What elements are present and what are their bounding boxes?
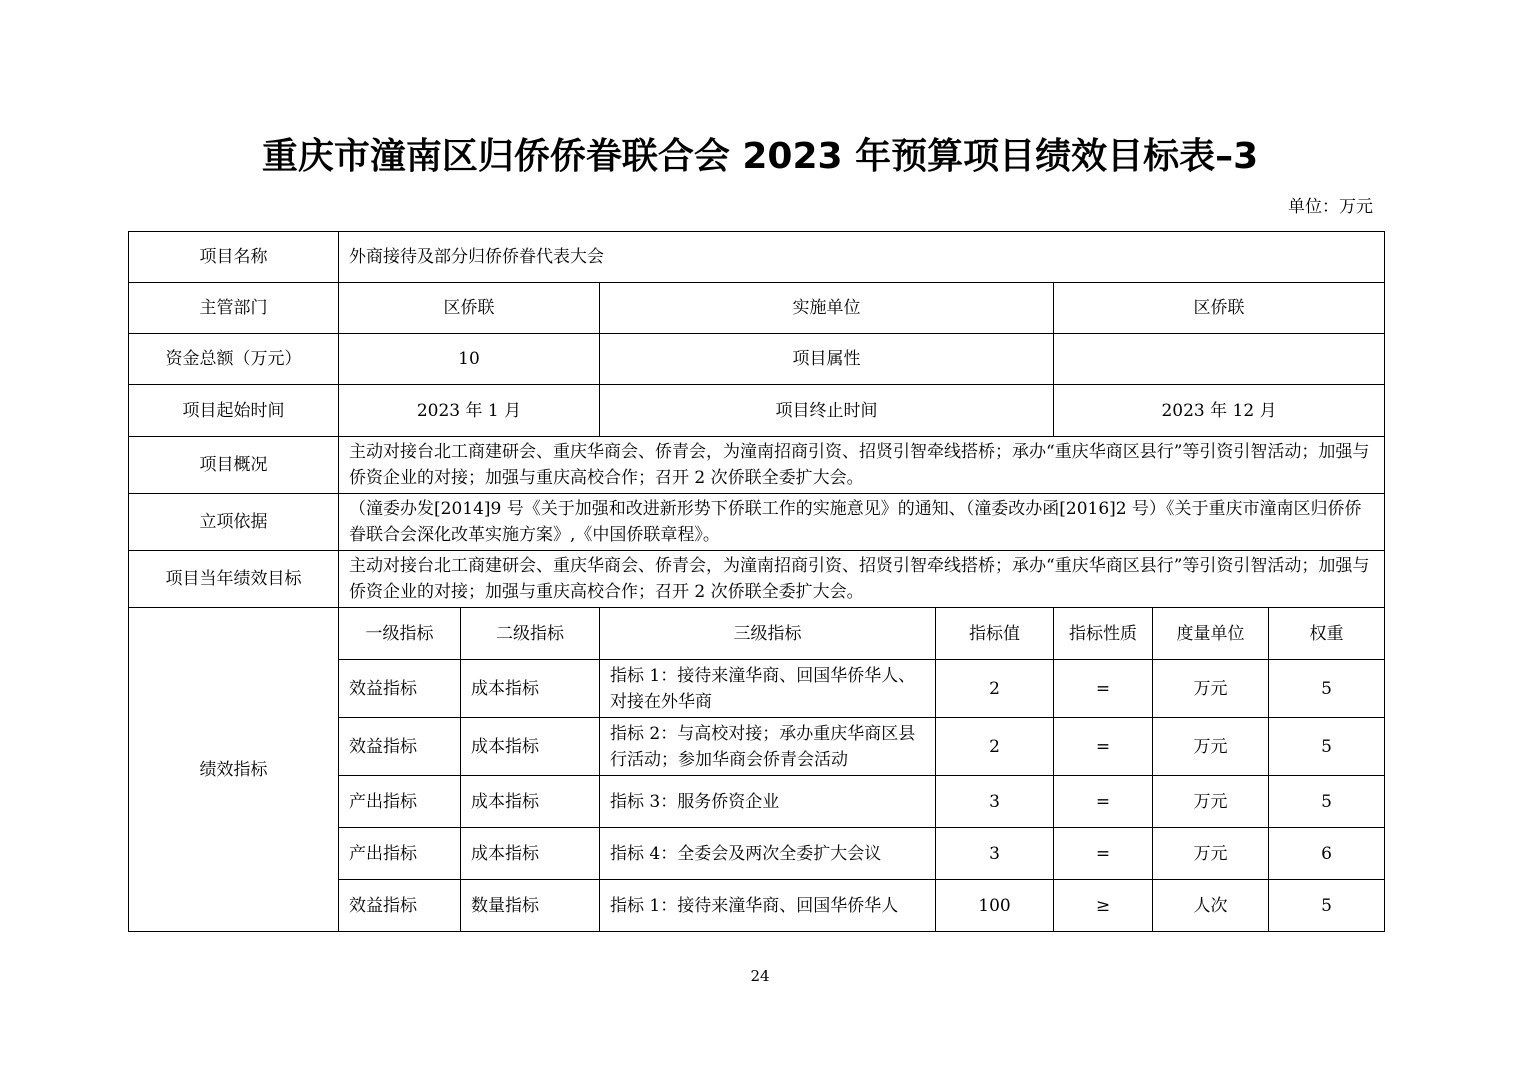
overview-value: 主动对接台北工商建研会、重庆华商会、侨青会，为潼南招商引资、招贤引智牵线搭桥；承办“重庆华商区县行”等引资引智活动；加强与侨资企业的对接；加强与重庆高校合作；召开 2 次侨联全委扩大会。 (339, 437, 1385, 494)
nature-cell: = (1054, 718, 1153, 776)
level2-cell: 成本指标 (461, 660, 600, 718)
project-name-label: 项目名称 (129, 232, 339, 283)
header-cell: 一级指标 (339, 608, 461, 660)
weight-cell: 5 (1269, 660, 1385, 718)
impl-label: 实施单位 (600, 283, 1054, 334)
level3-cell: 指标 1：接待来潼华商、回国华侨华人、对接在外华商 (600, 660, 936, 718)
overview-label: 项目概况 (129, 437, 339, 494)
fund-value: 10 (339, 334, 600, 385)
level1-cell: 效益指标 (339, 660, 461, 718)
level3-cell: 指标 4：全委会及两次全委扩大会议 (600, 828, 936, 880)
nature-cell: = (1054, 776, 1153, 828)
end-value: 2023 年 12 月 (1054, 385, 1385, 437)
row-fund (129, 334, 1385, 385)
nature-cell: ≥ (1054, 880, 1153, 932)
attr-label: 项目属性 (600, 334, 1054, 385)
unit-cell: 万元 (1153, 776, 1269, 828)
header-cell: 指标值 (936, 608, 1054, 660)
header-cell: 度量单位 (1153, 608, 1269, 660)
unit-cell: 万元 (1153, 718, 1269, 776)
dept-value: 区侨联 (339, 283, 600, 334)
row-overview (129, 437, 1385, 494)
unit-cell: 万元 (1153, 660, 1269, 718)
value-cell: 3 (936, 828, 1054, 880)
weight-cell: 5 (1269, 880, 1385, 932)
page-number: 24 (750, 967, 770, 985)
level2-cell: 数量指标 (461, 880, 600, 932)
header-cell: 权重 (1269, 608, 1385, 660)
row-period (129, 385, 1385, 437)
level3-cell: 指标 3：服务侨资企业 (600, 776, 936, 828)
impl-value: 区侨联 (1054, 283, 1385, 334)
indicator-header-row (129, 608, 1385, 660)
row-project-name (129, 232, 1385, 283)
nature-cell: = (1054, 828, 1153, 880)
weight-cell: 5 (1269, 776, 1385, 828)
row-basis (129, 494, 1385, 551)
level2-cell: 成本指标 (461, 718, 600, 776)
value-cell: 3 (936, 776, 1054, 828)
dept-label: 主管部门 (129, 283, 339, 334)
document-title: 重庆市潼南区归侨侨眷联合会 2023 年预算项目绩效目标表–3 (261, 136, 1259, 177)
goal-label: 项目当年绩效目标 (129, 551, 339, 608)
weight-cell: 5 (1269, 718, 1385, 776)
header-cell: 二级指标 (461, 608, 600, 660)
basis-label: 立项依据 (129, 494, 339, 551)
level3-cell: 指标 2：与高校对接；承办重庆华商区县行活动；参加华商会侨青会活动 (600, 718, 936, 776)
level2-cell: 成本指标 (461, 828, 600, 880)
unit-note: 单位：万元 (1288, 197, 1373, 217)
header-cell: 指标性质 (1054, 608, 1153, 660)
level1-cell: 产出指标 (339, 776, 461, 828)
fund-label: 资金总额（万元） (129, 334, 339, 385)
level1-cell: 产出指标 (339, 828, 461, 880)
level1-cell: 效益指标 (339, 880, 461, 932)
level1-cell: 效益指标 (339, 718, 461, 776)
row-goal (129, 551, 1385, 608)
project-name-value: 外商接待及部分归侨侨眷代表大会 (339, 232, 1385, 283)
value-cell: 100 (936, 880, 1054, 932)
performance-table (128, 231, 1385, 932)
level3-cell: 指标 1：接待来潼华商、回国华侨华人 (600, 880, 936, 932)
attr-value (1054, 334, 1385, 385)
unit-cell: 万元 (1153, 828, 1269, 880)
level2-cell: 成本指标 (461, 776, 600, 828)
value-cell: 2 (936, 660, 1054, 718)
basis-value: （潼委办发[2014]9 号《关于加强和改进新形势下侨联工作的实施意见》的通知、（潼委改办函[2016]2 号）《关于重庆市潼南区归侨侨眷联合会深化改革实施方案》,《中国侨联章程》。 (339, 494, 1385, 551)
header-cell: 三级指标 (600, 608, 936, 660)
row-department (129, 283, 1385, 334)
value-cell: 2 (936, 718, 1054, 776)
start-label: 项目起始时间 (129, 385, 339, 437)
weight-cell: 6 (1269, 828, 1385, 880)
nature-cell: = (1054, 660, 1153, 718)
goal-value: 主动对接台北工商建研会、重庆华商会、侨青会，为潼南招商引资、招贤引智牵线搭桥；承办“重庆华商区县行”等引资引智活动；加强与侨资企业的对接；加强与重庆高校合作；召开 2 次侨联全委扩大会。 (339, 551, 1385, 608)
start-value: 2023 年 1 月 (339, 385, 600, 437)
end-label: 项目终止时间 (600, 385, 1054, 437)
indicators-label: 绩效指标 (129, 608, 339, 932)
unit-cell: 人次 (1153, 880, 1269, 932)
